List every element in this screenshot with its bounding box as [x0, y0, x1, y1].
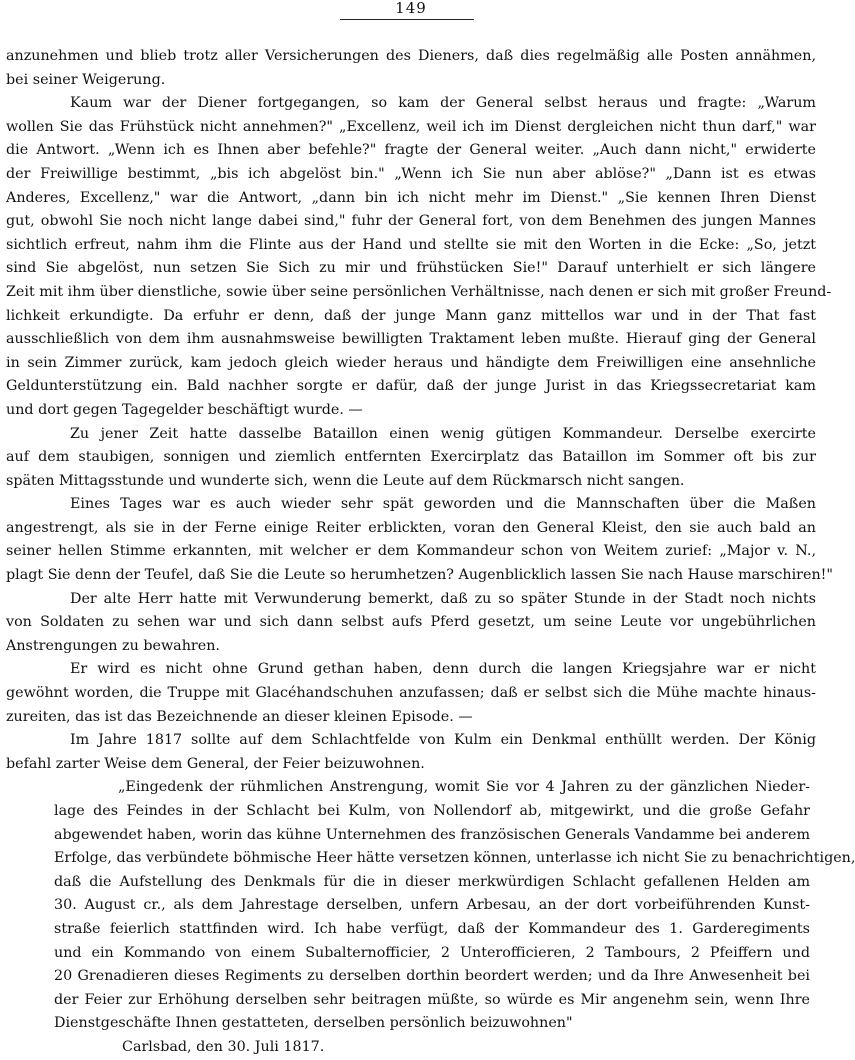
text-line: 20 Grenadieren dieses Regiments zu derselben dorthin beordert werden; und da Ihre Anwesenheit bei: [54, 968, 810, 985]
text-line: Der alte Herr hatte mit Verwunderung bemerkt, daß zu so später Stunde in der Stadt noch nichts: [70, 590, 816, 607]
text-line: und dort gegen Tagegelder beschäftigt wurde. —: [6, 401, 363, 418]
text-line: späten Mittagsstunde und wunderte sich, wenn die Leute auf dem Rückmarsch nicht sangen.: [6, 472, 685, 489]
text-line: daß die Aufstellung des Denkmals für die in dieser merkwürdigen Schlacht gefallenen Helden am: [54, 873, 810, 890]
text-line: Im Jahre 1817 sollte auf dem Schlachtfelde von Kulm ein Denkmal enthüllt werden. Der König: [70, 732, 816, 749]
text-line: Anderes, Excellenz," war die Antwort, „dann bin ich nicht mehr im Dienst." „Sie kennen Ihren Dienst: [6, 189, 816, 206]
text-line: wollen Sie das Frühstück nicht annehmen?" „Excellenz, weil ich im Dienst dergleichen nicht thun darf," war: [6, 118, 816, 135]
text-line: Zeit mit ihm über dienstliche, sowie über seine persönlichen Verhältnisse, nach denen er sich mit großer Freund-: [6, 283, 832, 300]
text-line: anzunehmen und blieb trotz aller Versicherungen des Dieners, daß dies regelmäßig alle Posten annähmen,: [6, 48, 816, 64]
page-number: 149: [395, 0, 427, 17]
text-line: in sein Zimmer zurück, kam jedoch gleich wieder heraus und händigte dem Freiwilligen eine ansehnliche: [6, 354, 816, 371]
text-line: zureiten, das ist das Bezeichnende an dieser kleinen Episode. —: [6, 708, 473, 725]
text-line: Carlsbad, den 30. Juli 1817.: [122, 1038, 325, 1055]
text-line: lichkeit erkundigte. Da erfuhr er denn, daß der junge Mann ganz mittellos war und in der That fast: [6, 307, 816, 324]
text-line: lage des Feindes in der Schlacht bei Kulm, von Nollendorf ab, mitgewirkt, und die große Gefahr: [54, 803, 810, 819]
text-line: Zu jener Zeit hatte dasselbe Bataillon einen wenig gütigen Kommandeur. Derselbe exercirte: [70, 425, 816, 442]
text-line: straße feierlich stattfinden wird. Ich habe verfügt, daß der Kommandeur des 1. Garderegiments: [54, 920, 810, 937]
text-line: Dienstgeschäfte Ihnen gestatteten, derselben persönlich beizuwohnen": [54, 1015, 573, 1032]
text-line: gewöhnt worden, die Truppe mit Glacéhandschuhen anzufassen; daß er selbst sich die Mühe machte hinaus-: [6, 685, 816, 702]
text-line: Geldunterstützung ein. Bald nachher sorgte er dafür, daß der junge Jurist in das Kriegssecretariat kam: [6, 378, 816, 395]
text-line: Er wird es nicht ohne Grund gethan haben, denn durch die langen Kriegsjahre war er nicht: [70, 661, 816, 678]
body-text: [6, 45, 855, 1060]
text-line: 30. August cr., als dem Jahrestage derselben, unfern Arbesau, an der dort vorbeiführenden Kunst-: [54, 897, 810, 914]
text-line: gut, obwohl Sie noch nicht lange dabei sind," fuhr der General fort, von dem Benehmen des jungen Mannes: [6, 213, 816, 230]
text-line: der Freiwillige bestimmt, „bis ich abgelöst bin." „Wenn ich Sie nun aber ablöse?" „Dann ist es etwas: [6, 165, 816, 182]
text-line: angestrengt, als sie in der Ferne einige Reiter erblickten, voran den General Kleist, den sie auch bald an: [6, 519, 816, 536]
text-line: Eines Tages war es auch wieder sehr spät geworden und die Mannschaften über die Maßen: [70, 496, 816, 513]
text-line: Erfolge, das verbündete böhmische Heer hätte versetzen können, unterlasse ich nicht Sie zu benachrichtigen,: [54, 850, 855, 867]
text-line: plagt Sie denn der Teufel, daß Sie die Leute so herumhetzen? Augenblicklich lassen Sie nach Hause marschiren!": [6, 567, 833, 584]
text-line: abgewendet haben, worin das kühne Unternehmen des französischen Generals Vandamme bei anderem: [54, 826, 810, 843]
text-line: „Eingedenk der rühmlichen Anstrengung, womit Sie vor 4 Jahren zu der gänzlichen Nieder-: [118, 779, 810, 796]
text-line: Kaum war der Diener fortgegangen, so kam der General selbst heraus und fragte: „Warum: [70, 95, 816, 112]
text-line: Anstrengungen zu bewahren.: [6, 637, 220, 654]
text-line: von Soldaten zu sehen war und sich dann selbst aufs Pferd gesetzt, um seine Leute vor ungebührlichen: [6, 614, 816, 631]
text-line: auf dem staubigen, sonnigen und ziemlich entfernten Exercirplatz das Bataillon im Sommer oft bis zur: [6, 449, 816, 466]
text-line: und ein Kommando von einem Subalternofficier, 2 Unterofficieren, 2 Tambours, 2 Pfeiffern und: [54, 944, 810, 961]
text-line: seiner hellen Stimme erkannten, mit welcher er dem Kommandeur schon von Weitem zurief: „Major v. N.,: [6, 543, 816, 560]
text-line: sichtlich erfreut, nahm ihm die Flinte aus der Hand und stellte sie mit den Worten in die Ecke: „So, jetzt: [6, 236, 816, 253]
text-line: bei seiner Weigerung.: [6, 71, 166, 88]
text-line: ausschließlich von dem ihm ausnahmsweise bewilligten Traktament leben mußte. Hierauf ging der General: [6, 331, 816, 348]
text-line: befahl zarter Weise dem General, der Feier beizuwohnen.: [6, 755, 425, 772]
text-line: sind Sie abgelöst, nun setzen Sie Sich zu mir und frühstücken Sie!" Darauf unterhielt er sich längere: [6, 260, 816, 277]
header-rule: [340, 19, 474, 20]
text-line: der Feier zur Erhöhung derselben sehr beitragen müßte, so würde es Mir angenehm sein, wenn Ihre: [54, 991, 810, 1008]
text-line: die Antwort. „Wenn ich es Ihnen aber befehle?" fragte der General weiter. „Auch dann nicht," erwiderte: [6, 142, 816, 159]
